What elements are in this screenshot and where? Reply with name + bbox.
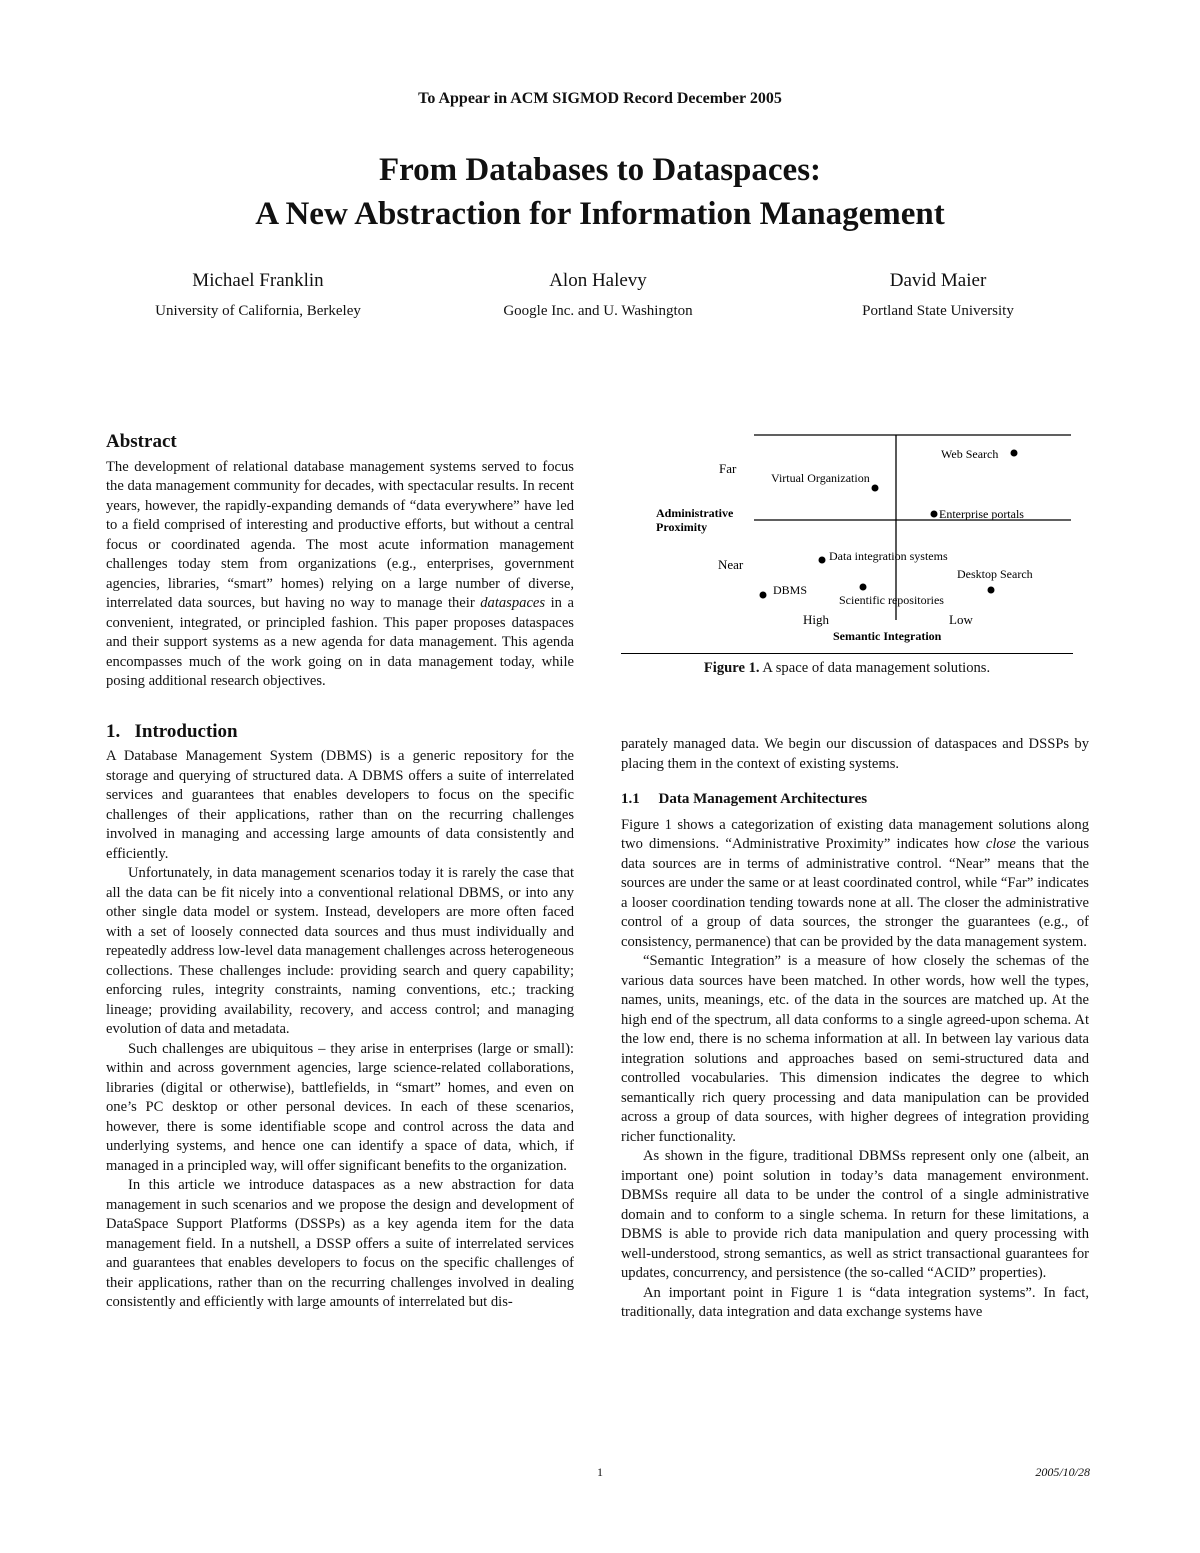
point-virtual-organization (872, 485, 879, 492)
author-name: David Maier (889, 270, 987, 291)
intro-paragraph-3: Such challenges are ubiquitous – they arise in enterprises (large or small): within and across government agencies, large science-related collaborations, libraries (digital or otherwise), battlefields, in “smart” homes, and even on one’s PC desktop or other personal devices. In each of these scenarios, however, there is some identifiable scope and control across the data and underlying systems, and hence one can identify a space of data, which, if managed in a principled way, will offer significant benefits to the organization. (106, 1040, 574, 1174)
author-affiliation: University of California, Berkeley (155, 303, 361, 319)
section-1-1-heading: 1.1 Data Management Architectures (621, 791, 868, 807)
title-line-2: A New Abstraction for Information Management (255, 196, 945, 232)
section-1-1-paragraph-1: Figure 1 shows a categorization of existing data management solutions along two dimensions. “Administrative Proximity” indicates how close the various data sources are in terms of administrative control. “Near” means that the sources are under the same or at least coordinated control, while “Far” indicates a looser coordination tending towards none at all. The closer the administrative control of a group of data sources, the stronger the guarantees (e.g., of consistency, permanence) that can be provided by the data management system. (621, 816, 1089, 950)
title-line-1: From Databases to Dataspaces: (378, 152, 822, 188)
intro-paragraph-1: A Database Management System (DBMS) is a generic repository for the storage and querying of structured data. A DBMS offers a suite of interrelated services and guarantees that enables developers to focus on the specific challenges of their applications, rather than on the recurring challenges involved in managing and accessing large amounts of data consistently and efficiently. (106, 748, 574, 862)
label-administrative: Administrative (656, 506, 734, 520)
intro-paragraph-2: Unfortunately, in data management scenarios today it is rarely the case that all the data can be fit nicely into a conventional relational DBMS, or into any other single data model or system. Instead, developers are more often faced with a set of loosely connected data sources and thus must individually and repeatedly address low-level data management challenges across heterogeneous collections. These challenges include: providing search and query capability; enforcing rules, integrity constraints, naming conventions, etc.; tracking lineage; providing availability, recovery, and access control; and managing evolution of data and metadata. (106, 865, 574, 1037)
point-web-search (1011, 450, 1018, 457)
section-1-1-paragraph-3: As shown in the figure, traditional DBMSs represent only one (albeit, an important one) point solution in today’s data management environment. DBMSs require all data to be under the control of a single administrative domain and to conform to a single schema. In return for these limitations, a DBMS is able to provide rich data manipulation and query processing with well-understood, strong semantics, as well as strict transactional guarantees for updates, concurrency, and persistence (the so-called “ACID” properties). (621, 1148, 1089, 1281)
footer-date: 2005/10/28 (1035, 1465, 1090, 1479)
label-proximity: Proximity (656, 520, 708, 534)
point-label-desktop-search: Desktop Search (957, 567, 1033, 581)
venue-line: To Appear in ACM SIGMOD Record December 2005 (418, 90, 782, 107)
author-affiliation: Portland State University (862, 303, 1014, 319)
author-affiliation: Google Inc. and U. Washington (503, 303, 693, 319)
author-name: Michael Franklin (192, 270, 324, 291)
point-data-integration (819, 557, 826, 564)
figure-1-diagram (621, 432, 1073, 682)
figure-caption (621, 660, 1073, 677)
point-dbms (760, 592, 767, 599)
point-scientific-repositories (860, 584, 867, 591)
paper-title (0, 148, 1200, 236)
section-1-1-paragraph-2: “Semantic Integration” is a measure of how closely the schemas of the various data sources have been matched. In other words, how well the types, names, units, meanings, etc. of the data in the sources are matched up. At the high end of the spectrum, all data conforms to a single agreed-upon schema. At the low end, there is no schema information at all. In between lay various data integration solutions and approaches based on semi-structured data and controlled vocabularies. This dimension indicates the degree to which semantically rich query processing and data manipulation can be provided across a group of data sources, with higher degrees of integration providing richer functionality. (621, 953, 1089, 1145)
section-1-1-paragraph-4: An important point in Figure 1 is “data integration systems”. In fact, traditionally, data integration and data exchange systems have (621, 1284, 1089, 1320)
label-near: Near (718, 557, 744, 572)
point-label-enterprise-portals: Enterprise portals (939, 507, 1024, 521)
intro-heading: 1. Introduction (106, 720, 238, 742)
abstract-heading: Abstract (106, 431, 177, 452)
right-column (621, 735, 1089, 1323)
intro-paragraph-4: In this article we introduce dataspaces as a new abstraction for data management in such scenarios and we propose the design and development of DataSpace Support Platforms (DSSPs) as a key agenda item for the data management field. In a nutshell, a DSSP offers a suite of interrelated services and guarantees that enables developers to focus on the specific challenges of their applications, rather than on the recurring challenges involved in dealing consistently and efficiently with large amounts of interrelated but dis- (106, 1177, 574, 1310)
point-desktop-search (988, 587, 995, 594)
abstract-text: The development of relational database management systems served to focus the data management community for decades, with spectacular results. In recent years, however, the rapidly-expanding demands of “data everywhere” have led to a field comprised of interesting and productive efforts, but without a central focus or coordinated agenda. The most acute information management challenges today stem from organizations (e.g., enterprises, government agencies, libraries, “smart” homes) relying on a large number of diverse, interrelated data sources, but having no way to manage their dataspaces in a convenient, integrated, or principled fashion. This paper proposes dataspaces and their support systems as a new agenda for data management. This agenda encompasses much of the work going on in data management today, while posing additional research objectives. (106, 458, 574, 689)
point-label-virtual-organization: Virtual Organization (771, 471, 870, 485)
point-label-scientific-repositories: Scientific repositories (839, 593, 944, 607)
point-label-data-integration: Data integration systems (829, 549, 948, 563)
point-label-web-search: Web Search (941, 447, 999, 461)
point-label-dbms: DBMS (773, 583, 808, 597)
caption-label: Figure 1. (703, 660, 760, 676)
label-semantic-integration: Semantic Integration (833, 629, 942, 643)
page-number: 1 (597, 1465, 603, 1479)
label-low: Low (949, 612, 973, 627)
left-column (106, 432, 574, 1313)
label-far: Far (719, 461, 737, 476)
caption-text: A space of data management solutions. (762, 660, 991, 676)
point-enterprise-portals (931, 511, 938, 518)
author-name: Alon Halevy (549, 270, 647, 291)
label-high: High (803, 612, 829, 627)
intro-paragraph-5: parately managed data. We begin our discussion of dataspaces and DSSPs by placing them in the context of existing systems. (621, 736, 1089, 772)
